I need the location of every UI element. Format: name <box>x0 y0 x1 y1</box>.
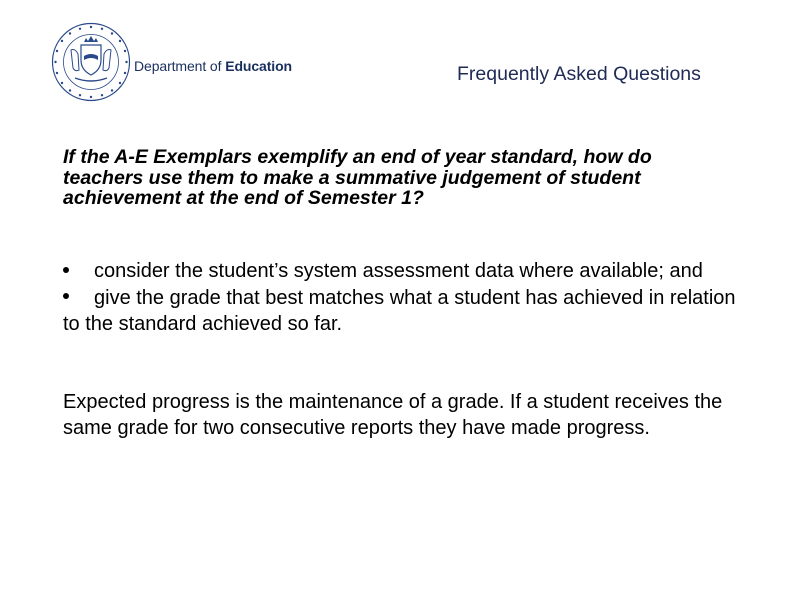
bullet-icon <box>63 293 69 299</box>
page-title: Frequently Asked Questions <box>457 63 701 85</box>
bullet-icon <box>63 267 69 273</box>
government-crest-icon <box>51 22 131 102</box>
list-item <box>63 258 743 285</box>
department-emphasis: Education <box>225 58 292 74</box>
bullet-text: consider the student’s system assessment data where available; and <box>94 260 703 282</box>
department-prefix: Department of <box>134 58 226 74</box>
list-item <box>63 285 743 338</box>
bullet-list <box>63 258 743 338</box>
department-name <box>134 58 292 74</box>
question-heading: If the A-E Exemplars exemplify an end of year standard, how do teachers use them to make a summative judgement of student achievement at the end of Semester 1? <box>63 146 652 209</box>
body-paragraph: Expected progress is the maintenance of a grade. If a student receives the same grade for two consecutive reports they have made progress. <box>63 391 723 439</box>
bullet-text: give the grade that best matches what a student has achieved in relation to the standard achieved so far. <box>63 286 736 335</box>
